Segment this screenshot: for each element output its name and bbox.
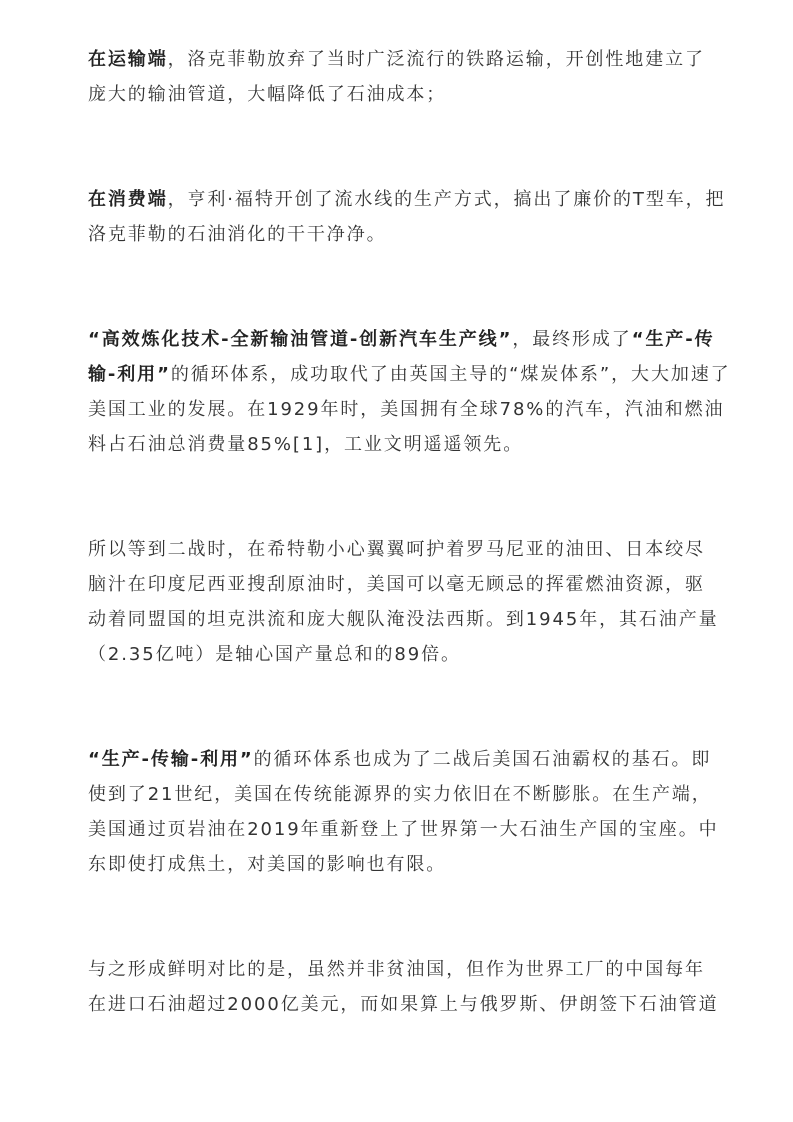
text-line	[88, 777, 793, 812]
text-line	[88, 532, 793, 567]
text-line	[88, 567, 793, 602]
text-line	[88, 847, 793, 882]
text: ，亨利·福特开创了流水线的生产方式，搞出了廉价的T型车，把	[167, 189, 726, 210]
text: （2.35亿吨）是轴心国产量总和的89倍。	[88, 644, 461, 665]
paragraph	[88, 322, 793, 462]
text: ，最终形成了	[512, 329, 632, 350]
bold-text: “高效炼化技术-全新输油管道-创新汽车生产线”	[88, 329, 513, 350]
bold-text: 输-利用”	[88, 364, 171, 385]
text: 脑汁在印度尼西亚搜刮原油时，美国可以毫无顾忌的挥霍燃油资源，驱	[88, 574, 705, 595]
text: ，洛克菲勒放弃了当时广泛流行的铁路运输，开创性地建立了	[167, 49, 705, 70]
bold-text: 在消费端	[88, 189, 168, 210]
bold-text: “生产-传输-利用”	[88, 749, 254, 770]
text: 的循环体系也成为了二战后美国石油霸权的基石。即	[253, 749, 712, 770]
text-line	[88, 812, 793, 847]
text-line	[88, 322, 793, 357]
text-line	[88, 182, 793, 217]
text: 的循环体系，成功取代了由英国主导的“煤炭体系”，大大加速了	[170, 364, 731, 385]
text: 东即使打成焦土，对美国的影响也有限。	[88, 854, 447, 875]
text: 洛克菲勒的石油消化的干干净净。	[88, 224, 387, 245]
text: 动着同盟国的坦克洪流和庞大舰队淹没法西斯。到1945年，其石油产量	[88, 609, 719, 630]
text: 料占石油总消费量85%[1]，工业文明遥遥领先。	[88, 434, 524, 455]
bold-text: 在运输端	[88, 49, 168, 70]
text: 所以等到二战时，在希特勒小心翼翼呵护着罗马尼亚的油田、日本绞尽	[88, 539, 705, 560]
text: 使到了21世纪，美国在传统能源界的实力依旧在不断膨胀。在生产端，	[88, 784, 712, 805]
text-line	[88, 357, 793, 392]
text-line	[88, 42, 793, 77]
text-line	[88, 427, 793, 462]
text: 美国通过页岩油在2019年重新登上了世界第一大石油生产国的宝座。中	[88, 819, 719, 840]
text: 庞大的输油管道，大幅降低了石油成本；	[88, 84, 447, 105]
text: 美国工业的发展。在1929年时，美国拥有全球78%的汽车，汽油和燃油	[88, 399, 725, 420]
bold-text: “生产-传	[631, 329, 715, 350]
paragraph	[88, 742, 793, 882]
paragraph	[88, 532, 793, 672]
text-line	[88, 217, 793, 252]
text-line	[88, 987, 793, 1022]
text-line	[88, 637, 793, 672]
paragraph	[88, 42, 793, 112]
text-line	[88, 742, 793, 777]
text-line	[88, 602, 793, 637]
paragraph	[88, 182, 793, 252]
text: 在进口石油超过2000亿美元，而如果算上与俄罗斯、伊朗签下石油管道	[88, 994, 719, 1015]
text-line	[88, 77, 793, 112]
text-line	[88, 952, 793, 987]
paragraph	[88, 952, 793, 1022]
text: 与之形成鲜明对比的是，虽然并非贫油国，但作为世界工厂的中国每年	[88, 959, 705, 980]
text-line	[88, 392, 793, 427]
